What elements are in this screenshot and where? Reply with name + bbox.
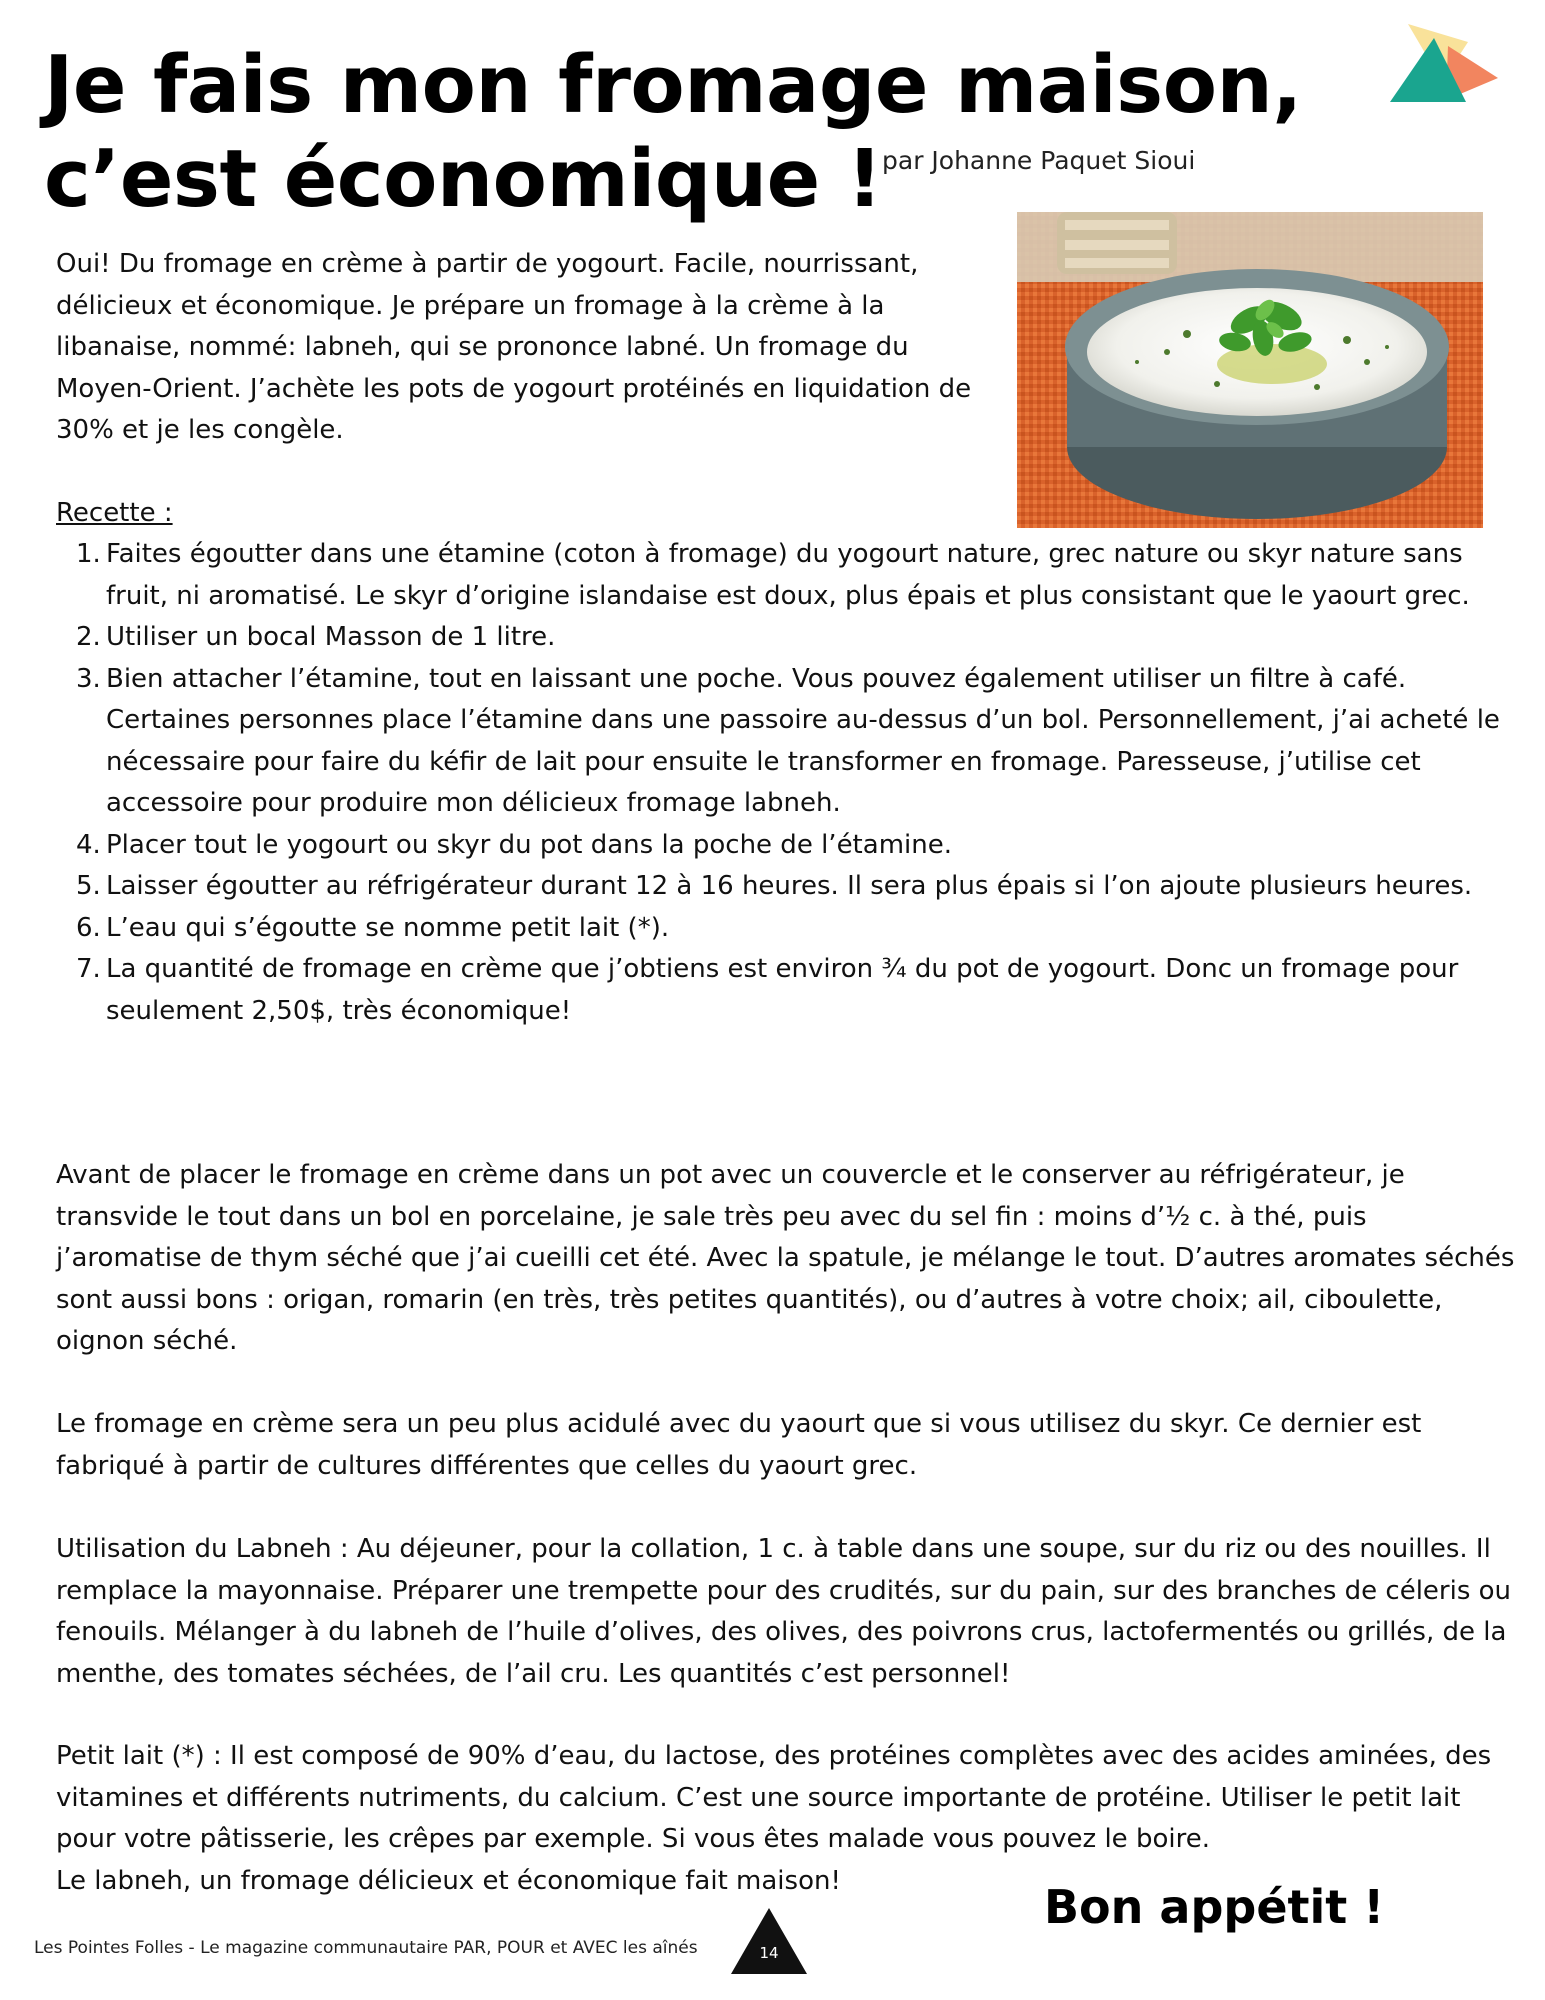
whey-paragraph bbox=[56, 1736, 1518, 1902]
triangle-badge-icon bbox=[731, 1908, 807, 1974]
recipe-steps-list bbox=[56, 534, 1516, 1032]
step-number: 2. bbox=[76, 622, 101, 652]
bon-appetit-sign-off: Bon appétit ! bbox=[1044, 1880, 1385, 1934]
step-number: 3. bbox=[76, 663, 101, 694]
author-byline: par Johanne Paquet Sioui bbox=[882, 146, 1196, 175]
whey-text: Petit lait (*) : Il est composé de 90% d’eau, du lactose, des protéines complètes avec des acides aminées, des vitamines et différents nutriments, du calcium. C’est une source importante de protéine. Utiliser le petit lait pour votre pâtisserie, les crêpes par exemple. Si vous êtes malade vous pouvez le boire. bbox=[56, 1741, 1492, 1854]
title-line-2: c’est économique ! bbox=[44, 133, 883, 225]
step-text: Placer tout le yogourt ou skyr du pot dans la poche de l’étamine. bbox=[106, 829, 952, 860]
step-number: 4. bbox=[76, 829, 101, 860]
title-line-1: Je fais mon fromage maison, bbox=[44, 39, 1302, 131]
article-title bbox=[44, 38, 1302, 226]
page-number-badge bbox=[731, 1908, 807, 1974]
recipe-step bbox=[56, 659, 1516, 825]
step-number: 7. bbox=[76, 954, 101, 984]
footer-magazine-name: Les Pointes Folles - Le magazine communautaire PAR, POUR et AVEC les aînés bbox=[34, 1938, 698, 1958]
recipe-step bbox=[56, 866, 1516, 908]
step-text: L’eau qui s’égoutte se nomme petit lait (*). bbox=[106, 912, 670, 943]
recipe-step bbox=[56, 908, 1516, 950]
closing-line: Le labneh, un fromage délicieux et économique fait maison! bbox=[56, 1865, 841, 1896]
recipe-step bbox=[56, 949, 1516, 1032]
step-text: Faites égoutter dans une étamine (coton à fromage) du yogourt nature, grec nature ou skyr nature sans fruit, ni aromatisé. Le skyr d’origine islandaise est doux, plus épais et plus consistant que le yaourt grec. bbox=[106, 539, 1470, 611]
page-number: 14 bbox=[759, 1944, 779, 1962]
conservation-paragraph: Avant de placer le fromage en crème dans un pot avec un couvercle et le conserver au réfrigérateur, je transvide le tout dans un bol en porcelaine, je sale très peu avec du sel fin : moins d’½ c. à thé, puis j’aromatise de thym séché que j’ai cueilli cet été. Avec la spatule, je mélange le tout. D’autres aromates séchés sont aussi bons : origan, romarin (en très, très petites quantités), ou d’autres à votre choix; ail, ciboulette, oignon séché. bbox=[56, 1160, 1515, 1356]
step-text: Utiliser un bocal Masson de 1 litre. bbox=[106, 622, 556, 652]
acidity-paragraph: Le fromage en crème sera un peu plus acidulé avec du yaourt que si vous utilisez du skyr. Ce dernier est fabriqué à partir de cultures différentes que celles du yaourt grec. bbox=[56, 1409, 1422, 1481]
recipe-step bbox=[56, 617, 1516, 659]
step-text: Bien attacher l’étamine, tout en laissant une poche. Vous pouvez également utiliser un filtre à café. Certaines personnes place l’étamine dans une passoire au-dessus d’un bol. Personnellement, j’ai acheté le nécessaire pour faire du kéfir de lait pour ensuite le transformer en fromage. Paresseuse, j’utilise cet accessoire pour produire mon délicieux fromage labneh. bbox=[106, 663, 1500, 818]
triangles-logo-icon bbox=[1390, 20, 1510, 110]
step-text: Laisser égoutter au réfrigérateur durant 12 à 16 heures. Il sera plus épais si l’on ajoute plusieurs heures. bbox=[106, 871, 1473, 901]
step-number: 1. bbox=[76, 539, 101, 569]
step-number: 5. bbox=[76, 871, 101, 901]
intro-paragraph: Oui! Du fromage en crème à partir de yogourt. Facile, nourrissant, délicieux et économique. Je prépare un fromage à la crème à la libanaise, nommé: labneh, qui se prononce labné. Un fromage du Moyen-Orient. J’achète les pots de yogourt protéinés en liquidation de 30% et je les congèle. bbox=[56, 249, 972, 445]
recipe-step bbox=[56, 534, 1516, 617]
step-text: La quantité de fromage en crème que j’obtiens est environ ¾ du pot de yogourt. Donc un fromage pour seulement 2,50$, très économique! bbox=[106, 954, 1459, 1026]
recipe-heading: Recette : bbox=[56, 498, 173, 528]
usage-paragraph: Utilisation du Labneh : Au déjeuner, pour la collation, 1 c. à table dans une soupe, sur du riz ou des nouilles. Il remplace la mayonnaise. Préparer une trempette pour des crudités, sur du pain, sur des branches de céleris ou fenouils. Mélanger à du labneh de l’huile d’olives, des olives, des poivrons crus, lactofermentés ou grillés, de la menthe, des tomates séchées, de l’ail cru. Les quantités c’est personnel! bbox=[56, 1534, 1512, 1689]
step-number: 6. bbox=[76, 912, 101, 943]
recipe-step bbox=[56, 825, 1516, 867]
labneh-bowl-photo bbox=[1017, 212, 1483, 528]
